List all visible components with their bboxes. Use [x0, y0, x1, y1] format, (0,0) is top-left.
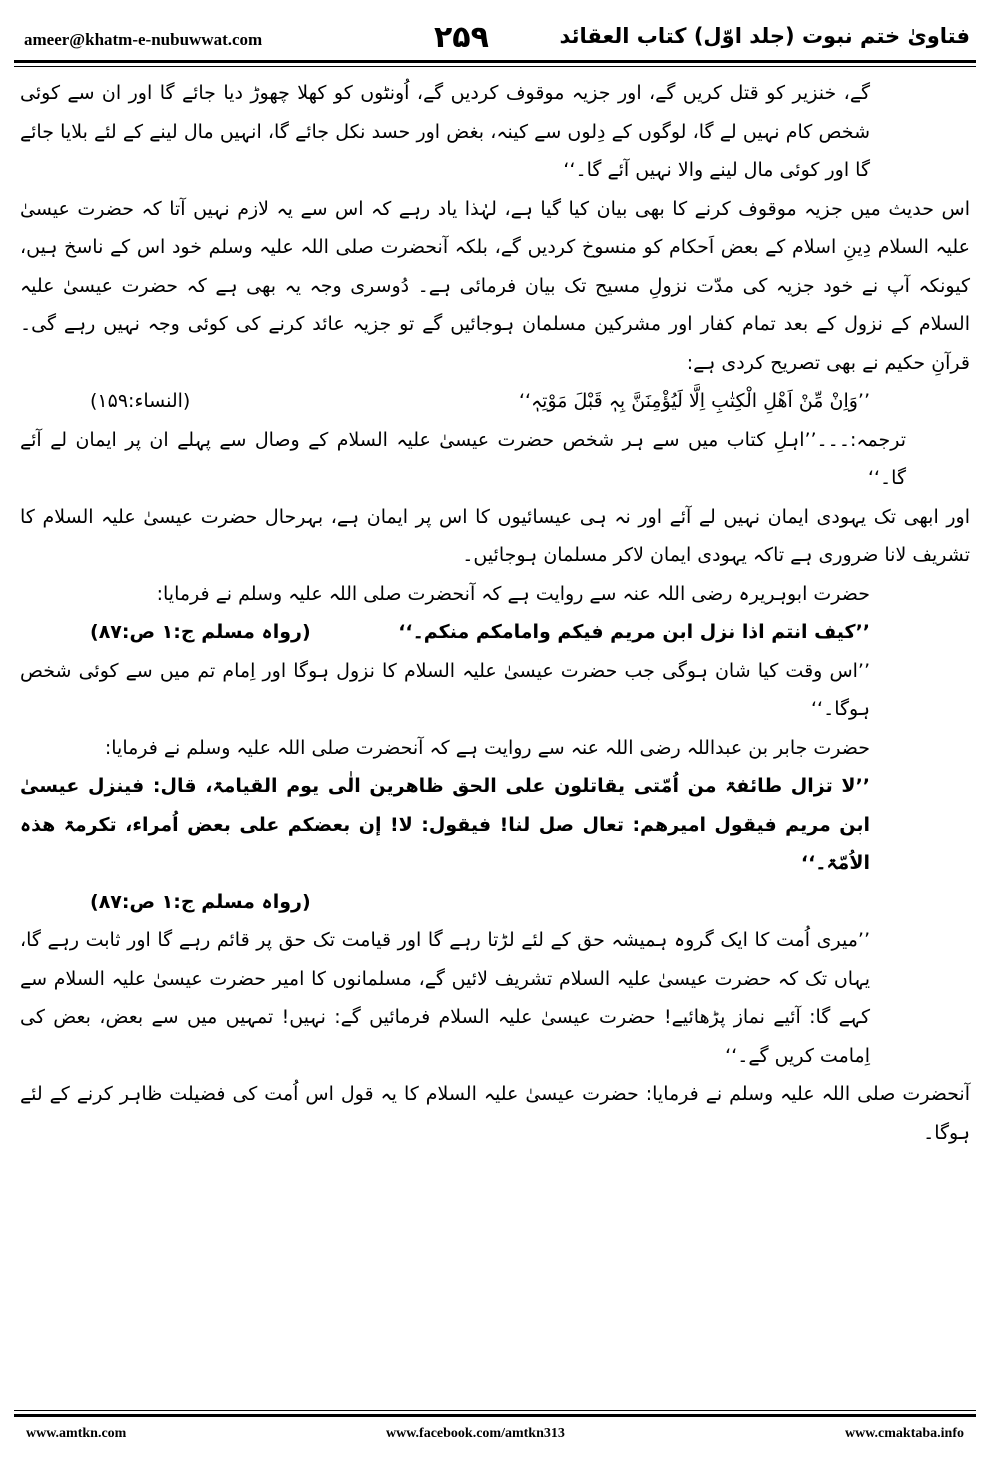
- hadith-arabic-1: [20, 613, 970, 652]
- paragraph-hadith-end: گے، خنزیر کو قتل کریں گے، اور جزیہ موقوف کردیں گے، اُونٹوں کو کھلا چھوڑ دیا جائے گا اور ان سے کوئی شخص کام نہیں لے گا، لوگوں کے دِلوں سے کینہ، بغض اور حسد نکل جائے گا، انہیں مال لینے کے لئے بلایا جائے گا اور کوئی مال لینے والا نہیں آئے گا۔‘‘: [20, 82, 870, 181]
- footer-link-facebook[interactable]: www.facebook.com/amtkn313: [386, 1426, 565, 1441]
- footer-rule-thick: [14, 1414, 976, 1417]
- footer-link-cmaktaba[interactable]: www.cmaktaba.info: [844, 1426, 964, 1441]
- paragraph-jabir: حضرت جابر بن عبداللہ رضی اللہ عنہ سے روایت ہے کہ آنحضرت صلی اللہ علیہ وسلم نے فرمایا:: [104, 736, 870, 759]
- page-footer: [14, 1426, 976, 1450]
- hadith-1-reference: (رواہ مسلم ج:۱ ص:۸۷): [90, 621, 311, 643]
- quran-verse: [20, 382, 970, 421]
- quran-verse-reference: (النساء:۱۵۹): [90, 390, 191, 412]
- hadith-2-text: ’’لا تزال طائفۃ من اُمّتی یقاتلون علی الحق ظاھرین الٰی یوم القیامۃ، قال: فینزل عیسیٰ ابن مریم فیقول امیرھم: تعال صل لنا! فیقول: لا! إن بعضکم علی بعض اُمراء، تکرمۃ ھذہ الاُمّۃ۔‘‘: [20, 775, 870, 874]
- paragraph-abu-hurairah: حضرت ابوہریرہ رضی اللہ عنہ سے روایت ہے کہ آنحضرت صلی اللہ علیہ وسلم نے فرمایا:: [156, 582, 870, 605]
- footer-link-amtkn[interactable]: www.amtkn.com: [26, 1426, 127, 1441]
- page-header: [14, 20, 976, 60]
- header-email: ameer@khatm-e-nubuwwat.com: [24, 30, 263, 49]
- hadith-2-reference: (رواہ مسلم ج:۱ ص:۸۷): [90, 890, 311, 913]
- paragraph-hadith-1-translation: ’’اس وقت کیا شان ہوگی جب حضرت عیسیٰ علیہ السلام کا نزول ہوگا اور اِمام تم میں سے کوئی شخص ہوگا۔‘‘: [20, 659, 870, 720]
- paragraph-conclusion: آنحضرت صلی اللہ علیہ وسلم نے فرمایا: حضرت عیسیٰ علیہ السلام کا یہ قول اس اُمت کی فضیلت ظاہر کرنے کے لئے ہوگا۔: [20, 1083, 970, 1144]
- footer-rule-thin: [14, 1410, 976, 1411]
- paragraph-translation: ترجمہ:۔۔۔’’اہلِ کتاب میں سے ہر شخص حضرت عیسیٰ علیہ السلام کے وصال سے پہلے ان پر ایمان لے آئے گا۔‘‘: [20, 428, 906, 489]
- book-title: فتاویٰ ختم نبوت (جلد اوّل) کتاب العقائد: [559, 24, 970, 48]
- paragraph-jizya: اس حدیث میں جزیہ موقوف کرنے کا بھی بیان کیا گیا ہے، لہٰذا یاد رہے کہ اس سے یہ لازم نہیں آتا کہ حضرت عیسیٰ علیہ السلام دِینِ اسلام کے بعض اَحکام کو منسوخ کردیں گے، بلکہ آنحضرت صلی اللہ علیہ وسلم خود اس کے ناسخ ہیں، کیونکہ آپ نے خود جزیہ کی مدّت نزولِ مسیح تک بیان فرمائی ہے۔ دُوسری وجہ یہ بھی ہے کہ حضرت عیسیٰ علیہ السلام کے نزول کے بعد تمام کفار اور مشرکین مسلمان ہوجائیں گے تو جزیہ عائد کرنے کی کوئی وجہ نہیں رہے گی۔ قرآنِ حکیم نے بھی تصریح کردی ہے:: [20, 197, 970, 374]
- quran-verse-text: ’’وَاِنْ مِّنْ اَھْلِ الْکِتٰبِ اِلَّا لَیُؤْمِنَنَّ بِہٖ قَبْلَ مَوْتِہٖ‘‘: [518, 390, 870, 412]
- hadith-1-text: ’’کیف انتم اذا نزل ابن مریم فیکم وامامکم منکم۔‘‘: [398, 621, 870, 643]
- hadith-2-reference-row: [20, 883, 970, 922]
- page-number: ۲۵۹: [434, 20, 489, 55]
- header-rule-thick: [14, 60, 976, 63]
- paragraph-hadith-2-translation: ’’میری اُمت کا ایک گروہ ہمیشہ حق کے لئے لڑتا رہے گا اور قیامت تک حق پر قائم رہے گا اور ثابت رہے گا، یہاں تک کہ حضرت عیسیٰ علیہ السلام تشریف لائیں گے، مسلمانوں کا امیر حضرت عیسیٰ علیہ السلام سے کہے گا: آئیے نماز پڑھائیے! حضرت عیسیٰ علیہ السلام فرمائیں گے: نہیں! تمہیں میں سے بعض، بعض کی اِمامت کریں گے۔‘‘: [20, 929, 870, 1067]
- header-rule-thin: [14, 66, 976, 67]
- paragraph-jews-belief: اور ابھی تک یہودی ایمان نہیں لے آئے اور نہ ہی عیسائیوں کا اس پر ایمان ہے، بہرحال حضرت عیسیٰ علیہ السلام کا تشریف لانا ضروری ہے تاکہ یہودی ایمان لاکر مسلمان ہوجائیں۔: [20, 505, 970, 566]
- page-body: [20, 74, 970, 1394]
